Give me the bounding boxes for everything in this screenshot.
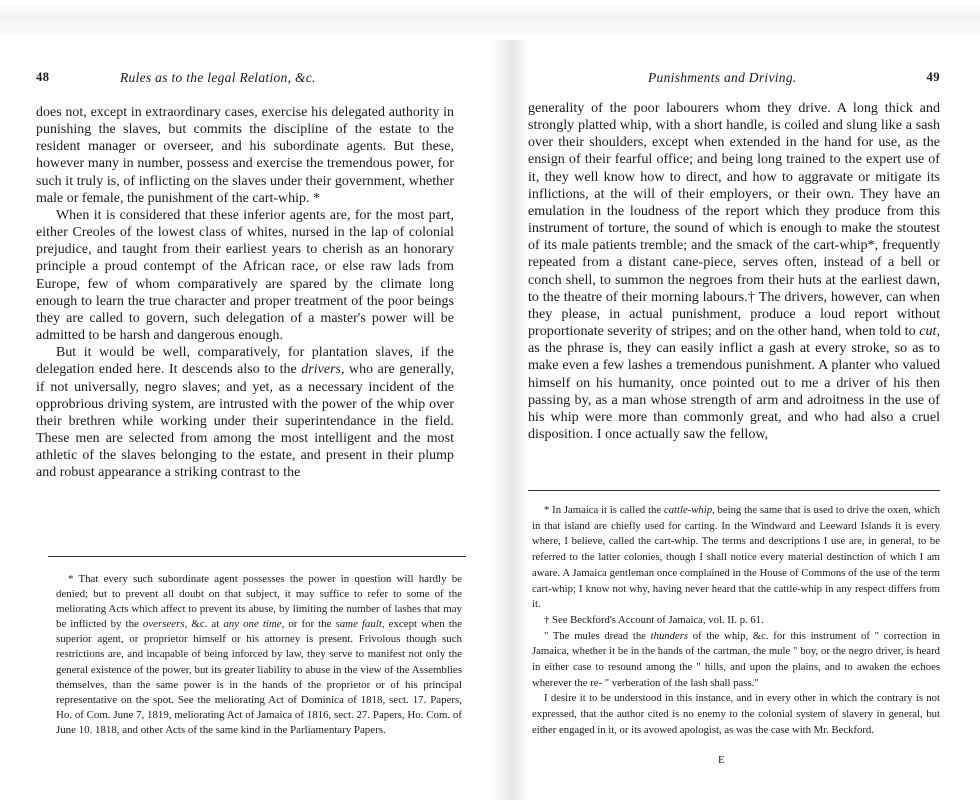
left-paragraph-3-text-a: But it would be well, comparatively, for plantation slaves, if the delegation ended here. It descends also to the [36, 345, 454, 378]
left-footnote-part-3: or for the [284, 618, 336, 631]
right-footnote-1-text-b: being the same that is used to drive the oxen, which in that island are chiefly used for carting. In the Windward and Leeward Islands it is every where, I believe, called the cart-whip. The terms and descriptions I use are, in general, to be referred to the latter colonies, though I shall notice every material destinction of which I am aware. A Jamaica gentleman once complained in the House of Commons of the use of the term cart-whip; I know not why, having never heard that the cattle-whip in any respect differs from it. [532, 504, 940, 611]
right-footnote-1-text-a: * In Jamaica it is called the [544, 504, 664, 516]
right-paragraph-1 [528, 100, 940, 443]
left-footnote-part-2: &c. at [187, 618, 224, 631]
right-footnote-3-text-b: of the whip, &c. for this instrument of " correction in Jamaica, whether it be in the hands of the cartman, the mule " boy, or the negro driver, is heard in either case to resound among the " hills, and upon the plains, and to awaken the echoes wherever the re- " verberation of the lash shall pass." [532, 629, 941, 689]
left-paragraph-3 [36, 344, 454, 481]
right-page-number: 49 [926, 70, 940, 84]
right-footnote-1-italic: cattle-whip, [663, 504, 715, 516]
left-footnote-italic-1: overseers, [142, 618, 188, 631]
left-footnotes [56, 572, 462, 738]
right-footnote-1 [532, 503, 940, 613]
left-footnote-rule [48, 556, 466, 557]
book-gutter [490, 40, 530, 800]
left-paragraph-3-italic: drivers, [301, 362, 345, 378]
right-footnote-3-italic: thunders [650, 629, 689, 642]
left-footnote-part-4: except when the superior agent, or proprietor himself or his attorney is present. Frivolous though such restrictions are, and incapable of being inforced by law, they serve to manifest not only the general existence of the power, but its greater liability to abuse in the view of the Assemblies themselves, than the same power is in the hands of the proprietor or of his principal representative on the spot. See the meliorating Act of Dominica of 1818, sect. 17. Papers, Ho. of Com. June 7, 1819, meliorating Act of Jamaica of 1816, sect. 27. Papers, Ho. Com. of June 10. 1818, and other Acts of the same kind in the Parliamentary Papers. [56, 618, 463, 736]
left-footnote [56, 572, 462, 738]
left-running-title: Rules as to the legal Relation, &c. [120, 70, 316, 85]
right-footnote-3-text-a: " The mules dread the [544, 629, 651, 642]
left-paragraph-1: does not, except in extraordinary cases, exercise his delegated authority in punishing the slaves, but commits the discipline of the estate to the resident manager or overseer, and his subordinate agents. But these, however many in number, possess and exercise the tremendous power, for such it truly is, of inflicting on the slaves under their government, whether male or female, the punishment of the cart-whip. * [36, 105, 454, 206]
right-paragraph-1-italic: cut, [919, 323, 940, 340]
right-running-title: Punishments and Driving. [648, 70, 797, 85]
right-footnotes [532, 503, 940, 739]
left-paragraph-3-text-b: who are generally, if not universally, negro slaves; and yet, as a necessary incident of the opprobrious driving system, are intrusted with the power of the whip over their brethren while working under their superintendance in the field. These men are selected from among the most intelligent and the most athletic of the slaves belonging to the estate, and present in their plump and robust appearance a striking contrast to the [36, 362, 454, 481]
left-footnote-part-1: * That every such subordinate agent possesses the power in question will hardly be denied; but to prevent all doubt on that subject, it may suffice to refer to some of the meliorating Acts which affect to prevent its abuse, by limiting the number of lashes that may be inflicted by the [56, 573, 462, 631]
left-running-head [36, 70, 454, 90]
right-paragraph-1-text-a: generality of the poor labourers whom they drive. A long thick and strongly platted whip, with a short handle, is coiled and slung like a sash over their shoulders, except when extended in the hand for use, as the ensign of their fearful office; and being long trained to the expert use of it, they well know how to direct, and how to aggravate or mitigate its inflictions, at the will of their employers, or their own. They have an emulation in the loudness of the report which they produce from this instrument of torture, the sound of which is enough to make the stoutest of its male patients tremble; and the smack of the cart-whip*, frequently repeated from a distant cane-piece, serves often, instead of a bell or conch shell, to summon the negroes from their huts at the earliest dawn, to the theatre of their morning labours.† The drivers, however, can when they please, in actual punishment, produce a loud report without proportionate severity of stripes; and on the other hand, when told to [528, 100, 940, 340]
right-body-text [528, 100, 940, 443]
right-footnote-rule [528, 490, 940, 491]
scan-top-band [0, 0, 980, 42]
left-body-text [36, 104, 454, 481]
right-running-head [528, 70, 940, 90]
left-paragraph-2: When it is considered that these inferior agents are, for the most part, either Creoles of the lowest class of whites, nursed in the lap of colonial prejudice, and taught from their earliest years to cherish as an honorary principle a proud contempt of the African race, or else raw lads from Europe, few of whom comparatively are spared by the climate long enough to learn the true character and proper treatment of the poor beings they are called to govern, such delegation of a master's power will be admitted to be harsh and dangerous enough. [36, 207, 454, 344]
signature-mark: E [718, 754, 726, 766]
left-page-number: 48 [36, 70, 50, 84]
left-footnote-italic-2: any one time, [223, 618, 285, 631]
right-footnote-4: I desire it to be understood in this instance, and in every other in which the contrary is not expressed, that the author cited is no enemy to the colonial system of slavery in general, but either engaged in it, or its avowed apologist, as was the case with Mr. Beckford. [532, 692, 940, 736]
right-paragraph-1-text-b: as the phrase is, they can easily inflict a gash at every stroke, so as to make even a few lashes a tremendous punishment. A planter who valued himself on his humanity, once pointed out to me a driver of his then passing by, as a man whose strength of arm and adroitness in the use of his whip were more than commonly great, and who had also a cruel disposition. I once actually saw the fellow, [528, 340, 940, 442]
right-footnote-3 [532, 629, 940, 692]
right-footnote-2: † See Beckford's Account of Jamaica, vol. II. p. 61. [544, 613, 764, 626]
left-footnote-italic-3: same fault, [335, 618, 385, 631]
